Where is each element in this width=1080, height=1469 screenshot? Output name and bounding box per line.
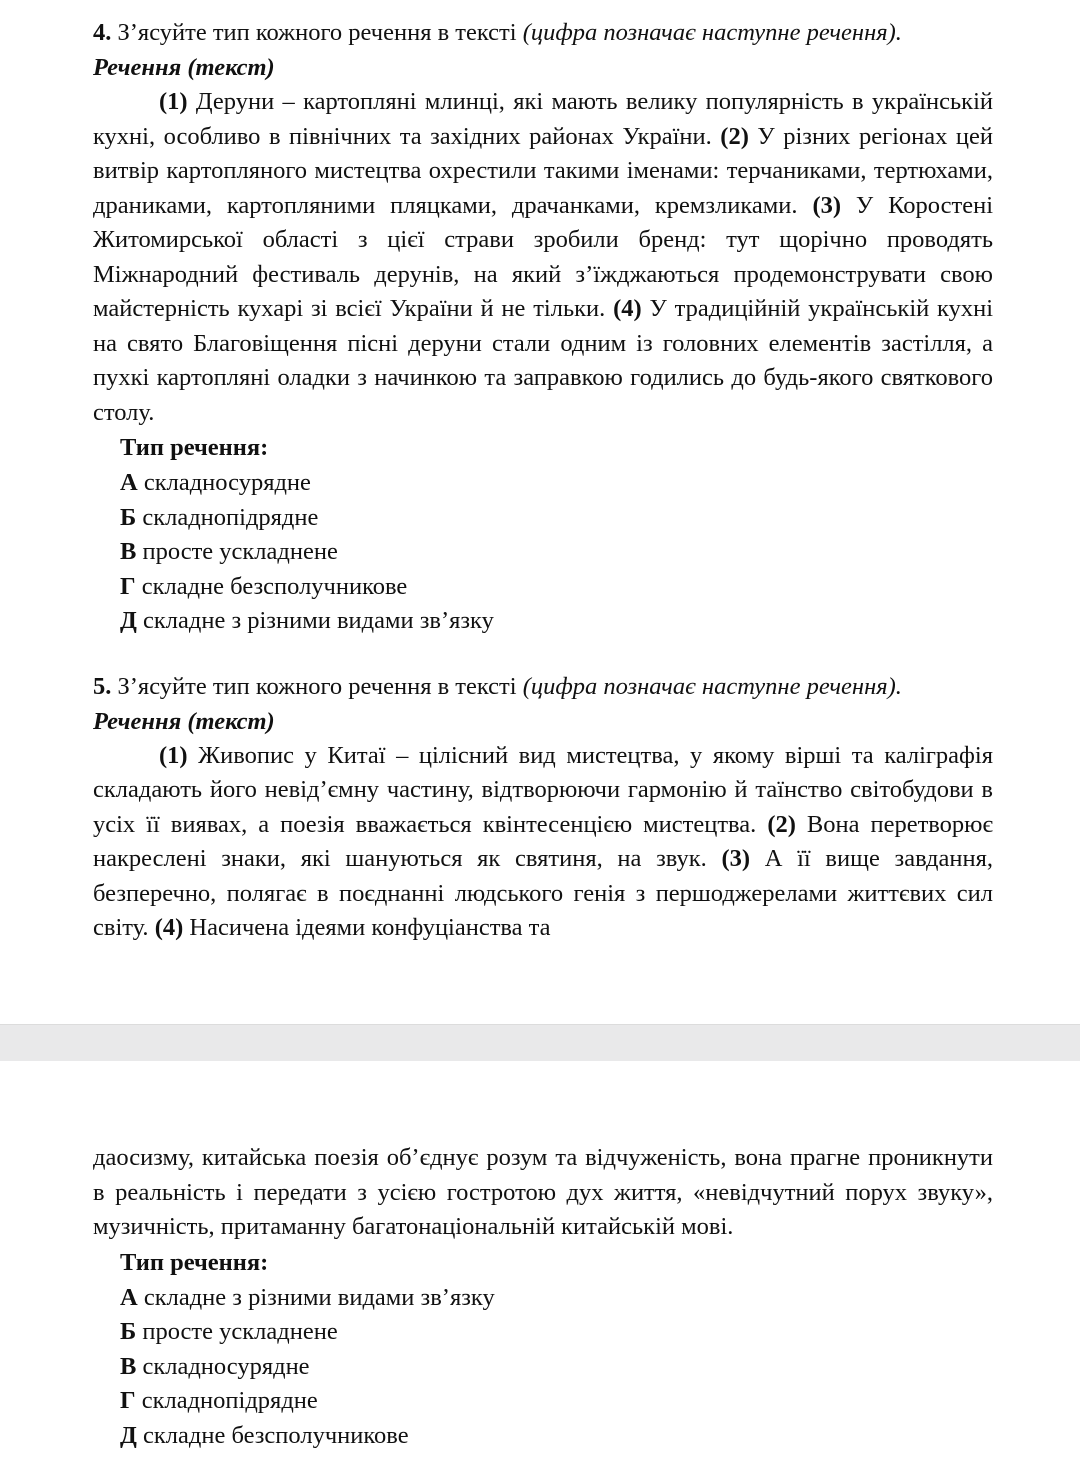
option-letter: Д: [120, 607, 137, 635]
task-4-number: 4.: [93, 19, 112, 46]
task-4-heading: [93, 15, 993, 51]
sentence-marker: (2): [720, 122, 749, 150]
option-text: складне безсполучникове: [142, 1421, 409, 1449]
option-item: [120, 1350, 993, 1385]
option-text: складнопідрядне: [142, 503, 319, 531]
task-5-options: [93, 1281, 993, 1454]
task-5-continuation: даосизму, китайська поезія об’єднує розум та відчуженість, вона прагне проникнути в реальність і передати з усією гостротою дух життя, «невідчутний порух звуку», музичність, притаманну багатонаціональній китайській мові.: [93, 1144, 993, 1240]
option-item: [120, 1315, 993, 1350]
section-spacer: [93, 639, 993, 669]
sentence-text: Вона перетворює накреслені знаки, які шануються як святиня, на звук.: [93, 810, 993, 873]
option-text: складне безсполучникове: [141, 572, 408, 600]
page-2-content: [93, 1141, 993, 1453]
sentence-marker: (3): [812, 191, 842, 219]
option-letter: Г: [120, 1387, 136, 1415]
task-4-type-title: Тип речення:: [120, 434, 269, 461]
option-text: складносурядне: [143, 469, 311, 496]
option-letter: В: [120, 538, 137, 566]
option-letter: А: [120, 469, 138, 496]
option-text: просте ускладнене: [142, 538, 338, 566]
sentence-marker: (4): [613, 295, 642, 322]
sentence-text: Деруни – картопляні млинці, які мають велику популярність в українській кухні, особливо в північних та західних районах України.: [93, 88, 994, 150]
task-4-subheading: Речення (текст): [93, 54, 275, 81]
option-letter: Д: [120, 1421, 137, 1449]
task-4-text: [93, 85, 993, 430]
sentence-marker: (3): [721, 845, 751, 873]
option-text: просте ускладнене: [142, 1318, 338, 1346]
option-letter: А: [120, 1283, 138, 1311]
page-1-content: [93, 15, 993, 946]
task-5-heading: [93, 669, 993, 705]
option-item: [120, 1384, 993, 1419]
option-item: [120, 604, 993, 639]
sentence-text: А її вище завдання, безперечно, полягає в поєднанні людського генія з першоджерелами життєвих сил світу.: [93, 845, 993, 942]
option-text: складнопідрядне: [141, 1387, 318, 1415]
task-4-prompt: З’ясуйте тип кожного речення в тексті: [117, 19, 517, 46]
option-item: [120, 535, 993, 570]
task-5-type-title: Тип речення:: [120, 1248, 269, 1276]
option-item: [120, 1419, 993, 1454]
task-5-subheading: Речення (текст): [93, 707, 275, 735]
sentence-marker: (1): [159, 741, 188, 769]
option-item: [120, 501, 993, 536]
sentence-text: Живопис у Китаї – цілісний вид мистецтва, у якому вірші та каліграфія складають його невід’ємну частину, відтворюючи гармонію й таїнство світобудови в усіх її виявах, а поезія вважається квінтесенцією мистецтва.: [93, 741, 994, 838]
task-5-number: 5.: [93, 672, 112, 700]
task-5-note: (цифра позначає наступне речення).: [522, 672, 902, 700]
option-text: складносурядне: [142, 1352, 310, 1380]
task-5-text: [93, 739, 993, 946]
task-5-prompt: З’ясуйте тип кожного речення в тексті: [117, 672, 517, 700]
option-letter: В: [120, 1352, 137, 1380]
option-text: складне з різними видами зв’язку: [143, 1283, 495, 1311]
option-item: [120, 466, 993, 501]
task-4-note: (цифра позначає наступне речення).: [522, 19, 902, 46]
sentence-marker: (2): [767, 810, 796, 838]
page-gap: [0, 1024, 1080, 1062]
sentence-text: У різних регіонах цей витвір картопляного мистецтва охрестили такими іменами: терчаниками, тертюхами, драниками, картопляними пляцками, драчанками, кремзликами.: [93, 122, 994, 219]
option-letter: Г: [120, 572, 136, 600]
sentence-text: У традиційній українській кухні на свято Благовіщення пісні деруни стали одним із головних елементів застілля, а пухкі картопляні оладки з начинкою та заправкою годились до будь-якого святкового столу.: [93, 295, 994, 426]
option-letter: Б: [120, 1318, 137, 1346]
sentence-marker: (1): [159, 88, 188, 115]
option-letter: Б: [120, 503, 137, 531]
sentence-text: У Коростені Житомирської області з цієї страви зробили бренд: тут щорічно проводять Міжнародний фестиваль дерунів, на який з’їжджаються продемонструвати свою майстерність кухарі зі всієї України й не тільки.: [93, 191, 993, 322]
option-item: [120, 1281, 993, 1316]
option-item: [120, 570, 993, 605]
option-text: складне з різними видами зв’язку: [142, 607, 494, 635]
sentence-text: Насичена ідеями конфуціанства та: [189, 914, 551, 942]
page-2: [0, 1061, 1080, 1469]
sentence-marker: (4): [154, 914, 184, 942]
task-4-options: [93, 466, 993, 639]
